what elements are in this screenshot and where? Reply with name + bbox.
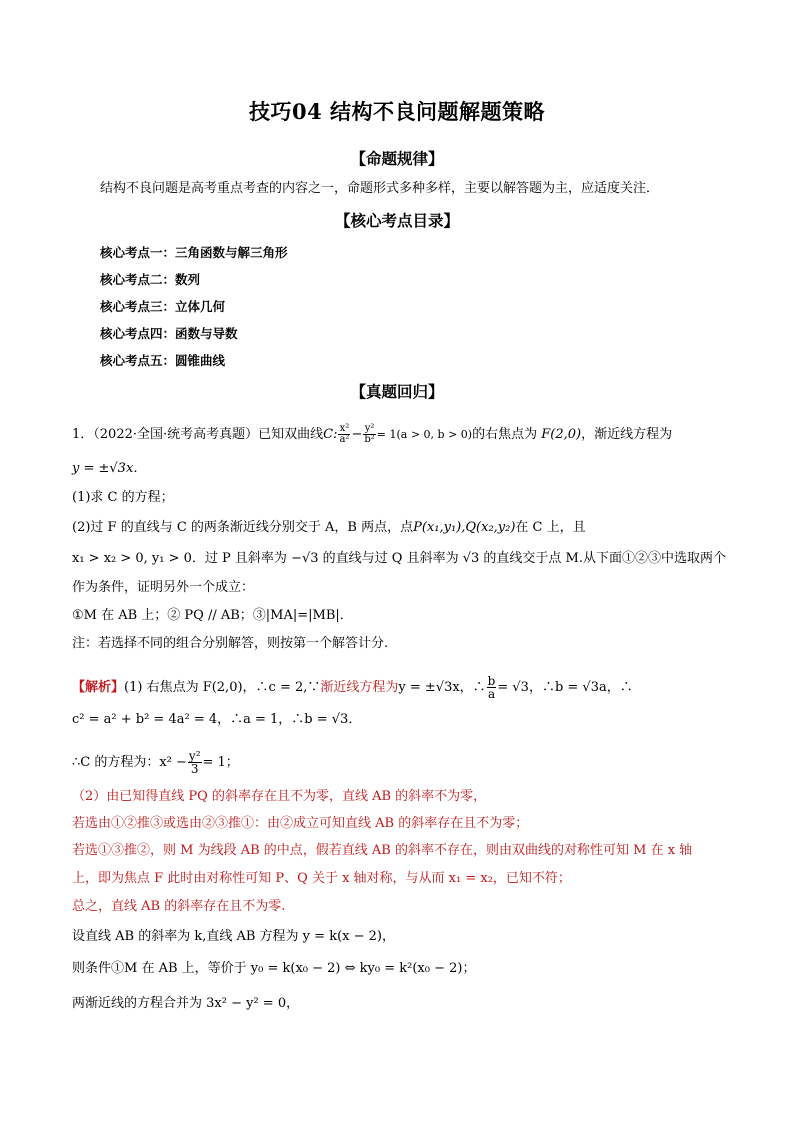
problem-line-5: x₁ > x₂ > 0, y₁ > 0．过 P 且斜率为 −√3 的直线与过 Q 且斜率为 √3 的直线交于点 M.从下面①②③中选取两个 [72,551,726,566]
problem-focus-text: 的右焦点为 [472,427,538,442]
solution-s3b: = 1； [202,755,239,770]
solution-line-7: 上，即为焦点 F 此时由对称性可知 P、Q 关于 x 轴对称，与从而 x₁ = x₂，已知不符； [72,871,571,886]
page-title: 技巧04 结构不良问题解题策略 [248,99,546,124]
core-item-1: 核心考点一：三角函数与解三角形 [100,245,288,260]
core-heading: 【核心考点目录】 [334,211,459,230]
core-item-5: 核心考点五：圆锥曲线 [100,353,226,368]
problem-note: 注：若选择不同的组合分别解答，则按第一个解答计分. [72,636,389,651]
asymptote-equation: y = ±√3x． [72,461,147,476]
curve-label: C: [323,427,338,442]
numerator: b [487,674,496,688]
part-2-tail: 在 C 上，且 [515,520,586,535]
numerator: x² [339,423,350,434]
solution-tag: 【解析】 [72,680,125,695]
rule-text: 结构不良问题是高考重点考查的内容之一，命题形式多种多样，主要以解答题为主，应适度关注． [100,181,660,196]
solution-line-6: 若选①③推②，则 M 为线段 AB 的中点，假若直线 AB 的斜率不存在，则由双曲线的对称性可知 M 在 x 轴 [72,843,693,858]
rule-heading: 【命题规律】 [350,149,444,168]
solution-s1c: y = ±√3x，∴ [398,680,486,695]
numerator: y² [364,423,375,434]
problem-intro: 1．（2022·全国·统考高考真题）已知双曲线 [72,427,324,442]
denominator: a² [339,434,350,445]
solution-line-8: 总之，直线 AB 的斜率存在且不为零. [72,899,286,914]
solution-s1b: 渐近线方程为 [320,680,399,695]
problem-asymptote-text: ，渐近线方程为 [581,427,673,442]
problem-line-1 [72,424,672,445]
solution-line-11: 两渐近线的方程合并为 3x² − y² = 0， [72,996,300,1011]
core-item-4: 核心考点四：函数与导数 [100,326,238,341]
problem-line-2 [72,461,146,477]
real-heading: 【真题回归】 [350,382,444,401]
core-item-2: 核心考点二：数列 [100,272,201,287]
fraction-x2-a2 [338,424,350,445]
solution-line-5: 若选由①②推③或选由②③推①：由②成立可知直线 AB 的斜率存在且不为零； [72,816,529,831]
solution-line-4: （2）由已知得直线 PQ 的斜率存在且不为零，直线 AB 的斜率不为零， [72,789,487,804]
solution-line-2: c² = a² + b² = 4a² = 4，∴a = 1，∴b = √3． [72,712,362,727]
denominator: a [487,687,496,701]
fraction-y2-3 [188,750,202,775]
solution-line-1 [72,675,633,700]
part-2-text: (2)过 F 的直线与 C 的两条渐近线分别交于 A，B 两点，点 [72,520,414,535]
problem-part-1: (1)求 C 的方程； [72,490,174,505]
solution-line-3 [72,750,239,775]
curve-condition: = 1(a > 0, b > 0) [376,428,473,441]
denominator: 3 [190,762,199,776]
minus-sign: − [351,427,363,442]
problem-line-6: 作为条件，证明另外一个成立： [72,580,255,595]
focus-point: F(2,0) [541,427,582,442]
fraction-y2-b2 [363,424,375,445]
solution-line-10: 则条件①M 在 AB 上，等价于 y₀ = k(x₀ − 2) ⇔ ky₀ = k²(x₀ − 2)； [72,961,476,976]
denominator: b² [364,434,375,445]
numerator: y² [188,749,201,763]
fraction-b-a [487,675,497,700]
solution-s3a: ∴C 的方程为：x² − [72,755,187,770]
solution-line-9: 设直线 AB 的斜率为 k,直线 AB 方程为 y = k(x − 2)， [72,929,395,944]
solution-s1a: (1) 右焦点为 F(2,0)，∴c = 2,∵ [124,680,321,695]
problem-conditions: ①M 在 AB 上；② PQ // AB；③|MA|=|MB|． [72,608,353,623]
points-pq: P(x₁,y₁),Q(x₂,y₂) [413,520,516,535]
solution-s1d: = √3，∴b = √3a，∴ [497,680,633,695]
problem-part-2 [72,520,586,536]
core-item-3: 核心考点三：立体几何 [100,299,226,314]
